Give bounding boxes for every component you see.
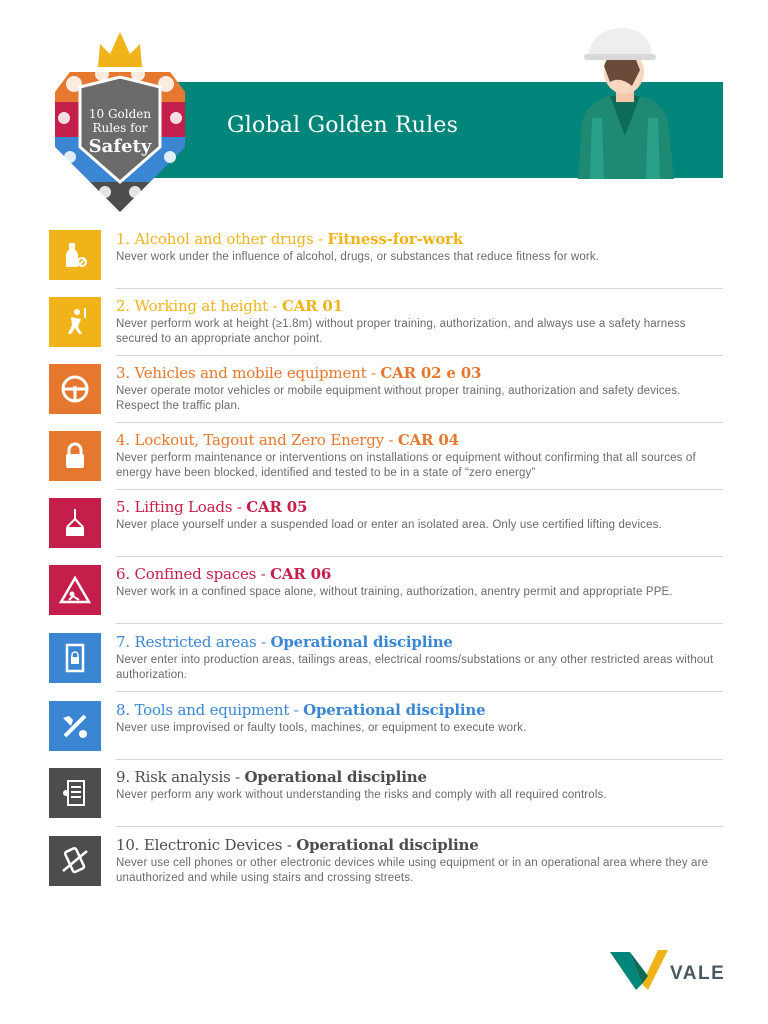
rule-2-title-text: 2. Working at height - xyxy=(116,297,282,315)
rule-5-title-text: 5. Lifting Loads - xyxy=(116,498,247,516)
rule-3-title-text: 3. Vehicles and mobile equipment - xyxy=(116,364,381,382)
bottle-icon xyxy=(59,239,91,271)
badge-line3: Safety xyxy=(88,136,152,157)
rule-10-title-text: 10. Electronic Devices - xyxy=(116,836,297,854)
rule-5-title xyxy=(116,498,307,516)
rule-6-desc: Never work in a confined space alone, without training, authorization, anentry permit and appropriate PPE. xyxy=(116,586,673,598)
rule-9-icon-box xyxy=(49,768,101,818)
rule-2-title xyxy=(116,297,343,315)
rule-7-icon-box xyxy=(49,633,101,683)
rule-2 xyxy=(49,289,723,356)
rule-5-tag: CAR 05 xyxy=(246,498,308,516)
rule-2-tag: CAR 01 xyxy=(281,297,343,315)
rule-2-desc: Never perform work at height (≥1.8m) without proper training, authorization, and always use a safety harness secured to an appropriate anchor point. xyxy=(116,318,686,345)
rule-7-title-text: 7. Restricted areas - xyxy=(116,633,271,651)
badge-line1: 10 Golden xyxy=(88,107,152,121)
locked-door-icon xyxy=(59,642,91,674)
rule-1-icon-box xyxy=(49,230,101,280)
rule-3-icon-box xyxy=(49,364,101,414)
rule-4-desc: Never perform maintenance or interventions on installations or equipment without confirming that all sources of energy have been blocked, identified and tested to be in a state of “zero energy” xyxy=(116,452,696,479)
rule-divider xyxy=(116,826,723,827)
tools-icon xyxy=(59,710,91,742)
rule-9-tag: Operational discipline xyxy=(244,768,427,786)
rule-6-title-text: 6. Confined spaces - xyxy=(116,565,271,583)
harness-icon xyxy=(59,306,91,338)
rule-1 xyxy=(49,222,723,289)
rule-4-tag: CAR 04 xyxy=(397,431,459,449)
rule-10-desc: Never use cell phones or other electronic devices while using equipment or in an operational area where they are unauthorized and while using stairs and crossing streets. xyxy=(116,857,709,884)
rule-7-tag: Operational discipline xyxy=(270,633,453,651)
rule-8-icon-box xyxy=(49,701,101,751)
rule-3-tag: CAR 02 e 03 xyxy=(380,364,482,382)
rule-7 xyxy=(49,625,723,692)
rule-8-tag: Operational discipline xyxy=(303,701,486,719)
page-title: Global Golden Rules xyxy=(227,113,459,138)
no-phone-icon xyxy=(59,845,91,877)
rule-10-tag: Operational discipline xyxy=(296,836,479,854)
rule-6-icon-box xyxy=(49,565,101,615)
rule-10 xyxy=(49,828,723,895)
rule-9-title xyxy=(116,768,427,786)
vale-logo-text: VALE xyxy=(670,963,726,984)
rule-8 xyxy=(49,693,723,760)
rule-3-title xyxy=(116,364,481,382)
rule-6 xyxy=(49,557,723,624)
confined-space-icon xyxy=(59,574,91,606)
rule-5-icon-box xyxy=(49,498,101,548)
steering-wheel-icon xyxy=(59,373,91,405)
golden-rules-badge xyxy=(50,32,190,217)
worker-illustration xyxy=(570,26,680,179)
rule-5-desc: Never place yourself under a suspended load or enter an isolated area. Only use certified lifting devices. xyxy=(116,519,662,531)
rule-9-title-text: 9. Risk analysis - xyxy=(116,768,245,786)
rule-divider xyxy=(116,691,723,692)
rule-7-title xyxy=(116,633,453,651)
rule-4 xyxy=(49,423,723,490)
rule-6-title xyxy=(116,565,331,583)
padlock-icon xyxy=(59,440,91,472)
rule-1-desc: Never work under the influence of alcohol, drugs, or substances that reduce fitness for work. xyxy=(116,251,600,263)
rule-9-desc: Never perform any work without understanding the risks and comply with all required controls. xyxy=(116,789,607,801)
rule-7-desc: Never enter into production areas, tailings areas, electrical rooms/substations or any other restricted areas without authorization. xyxy=(116,654,714,681)
hook-load-icon xyxy=(59,507,91,539)
rule-4-icon-box xyxy=(49,431,101,481)
rule-divider xyxy=(116,623,723,624)
badge-line2: Rules for xyxy=(92,121,148,135)
rule-3 xyxy=(49,356,723,423)
rule-9 xyxy=(49,760,723,827)
rule-8-title xyxy=(116,701,485,719)
rule-2-icon-box xyxy=(49,297,101,347)
rule-8-title-text: 8. Tools and equipment - xyxy=(116,701,304,719)
rule-5 xyxy=(49,490,723,557)
rule-8-desc: Never use improvised or faulty tools, machines, or equipment to execute work. xyxy=(116,722,527,734)
rule-3-desc: Never operate motor vehicles or mobile equipment without proper training, authorization and safety devices. Respect the traffic plan. xyxy=(116,385,681,412)
checklist-icon xyxy=(59,777,91,809)
rule-1-tag: Fitness-for-work xyxy=(327,230,463,248)
rule-6-tag: CAR 06 xyxy=(270,565,332,583)
rule-4-title-text: 4. Lockout, Tagout and Zero Energy - xyxy=(116,431,398,449)
rule-1-title xyxy=(116,230,463,248)
rule-1-title-text: 1. Alcohol and other drugs - xyxy=(116,230,328,248)
rule-10-title xyxy=(116,836,479,854)
rule-10-icon-box xyxy=(49,836,101,886)
rule-4-title xyxy=(116,431,459,449)
